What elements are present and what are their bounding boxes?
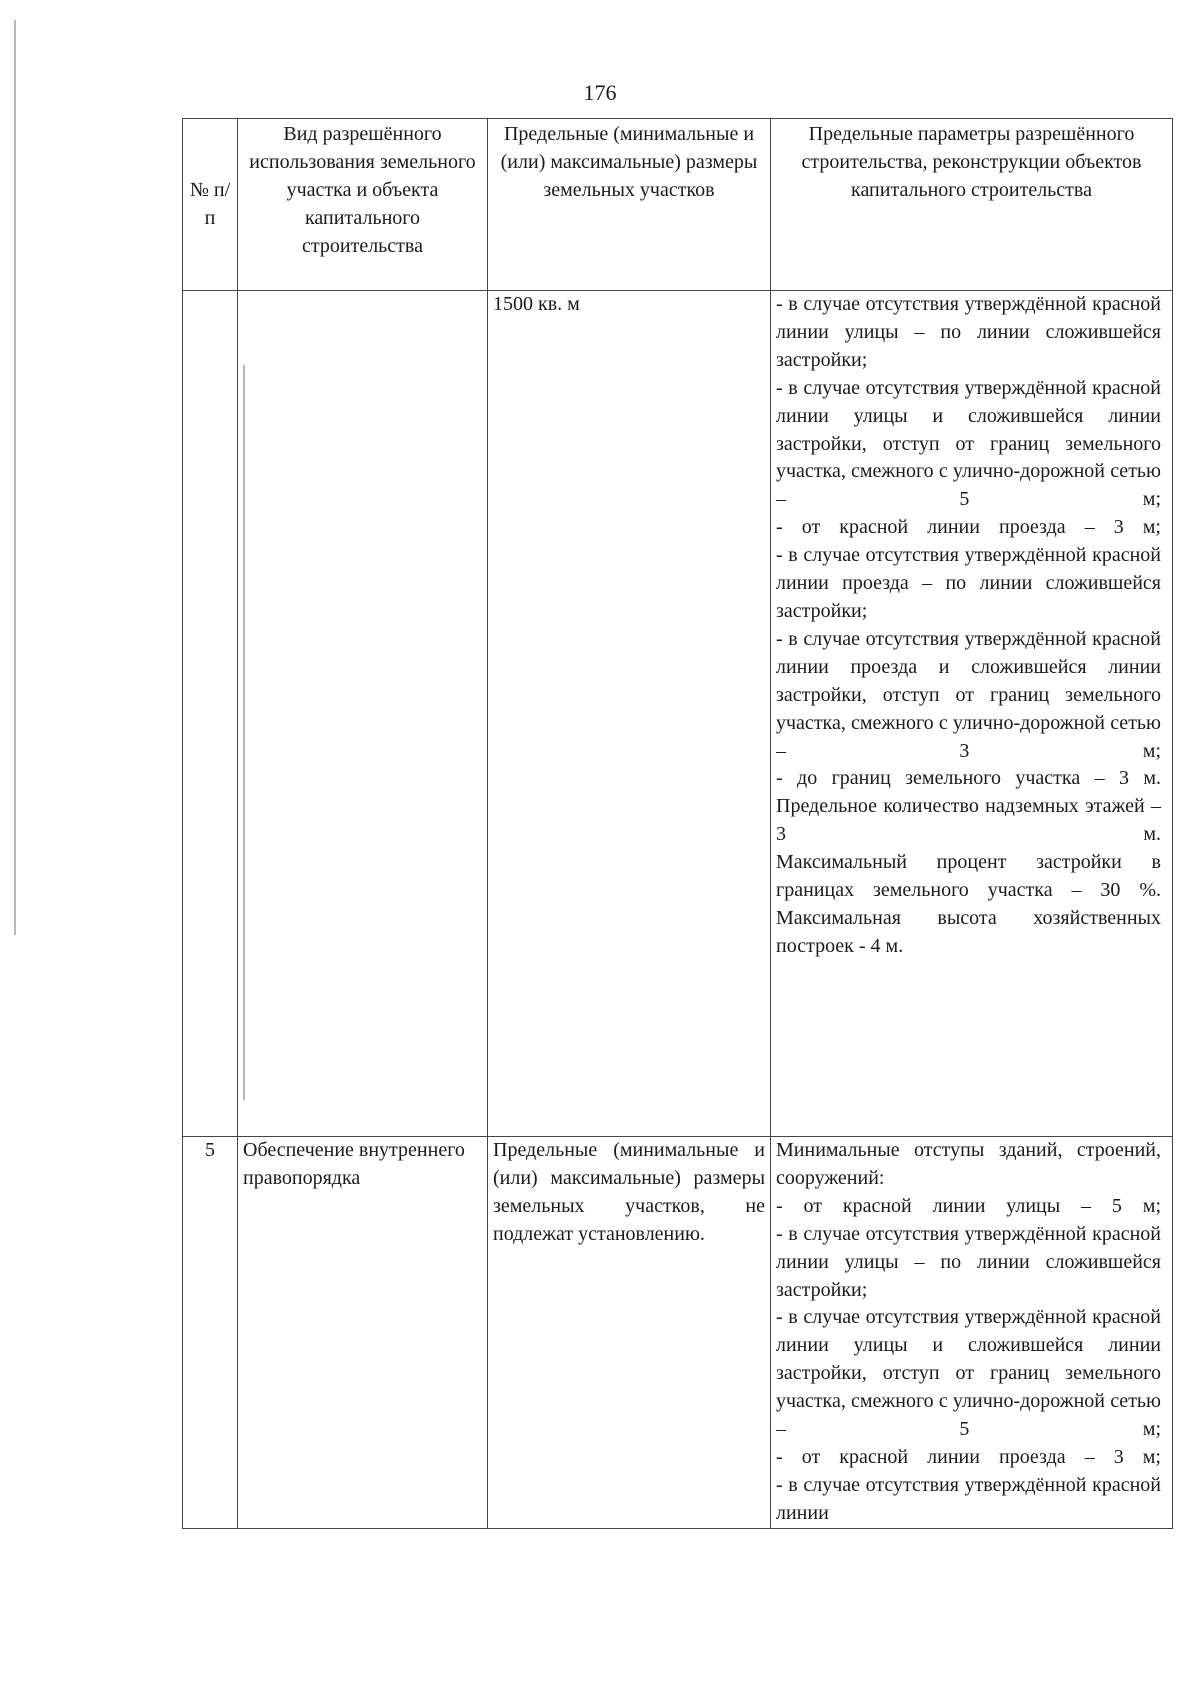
- param-line: - в случае отсутствия утверждённой красной линии улицы – по линии сложившейся застройки;: [776, 1222, 1161, 1301]
- plot-size-cell: 1500 кв. м: [488, 291, 771, 1137]
- land-use-parameters-table: [182, 118, 1173, 1529]
- header-build-params: Предельные параметры разрешённого строительства, реконструкции объектов капитального строительства: [771, 119, 1173, 291]
- plot-size-cell: Предельные (минимальные и (или) максимальные) размеры земельных участков, не подлежат установлению.: [488, 1137, 771, 1529]
- table-header-row: [183, 119, 1173, 291]
- param-line: Максимальный процент застройки в границах земельного участка – 30 %.: [776, 851, 1161, 902]
- param-line: - в случае отсутствия утверждённой красной линии: [776, 1473, 1161, 1524]
- build-params-cell: [771, 1137, 1173, 1529]
- param-line: Предельное количество надземных этажей – 3 м.: [776, 795, 1161, 846]
- param-line: - от красной линии улицы – 5 м;: [776, 1194, 1161, 1217]
- param-line: - в случае отсутствия утверждённой красной линии улицы и сложившейся линии застройки, отступ от границ земельного участка, смежного с улично-дорожной сетью – 5 м;: [776, 376, 1161, 511]
- row-number-cell: [183, 291, 238, 1137]
- param-line: - в случае отсутствия утверждённой красной линии улицы и сложившейся линии застройки, отступ от границ земельного участка, смежного с улично-дорожной сетью – 5 м;: [776, 1306, 1161, 1441]
- header-use-type: Вид разрешённого использования земельного участка и объекта капитального строительства: [238, 119, 488, 291]
- row-number-cell: 5: [183, 1137, 238, 1529]
- param-line: - от красной линии проезда – 3 м;: [776, 516, 1161, 539]
- param-line: - в случае отсутствия утверждённой красной линии проезда и сложившейся линии застройки, отступ от границ земельного участка, смежного с улично-дорожной сетью – 3 м;: [776, 627, 1161, 762]
- page-number: 176: [583, 80, 617, 105]
- param-line: Максимальная высота хозяйственных построек - 4 м.: [776, 906, 1161, 957]
- use-type-cell: Обеспечение внутреннего правопорядка: [238, 1137, 488, 1529]
- use-type-cell: [238, 291, 488, 1137]
- param-line: - в случае отсутствия утверждённой красной линии проезда – по линии сложившейся застройки;: [776, 544, 1161, 622]
- build-params-cell: [771, 291, 1173, 1137]
- header-plot-sizes: Предельные (минимальные и (или) максимальные) размеры земельных участков: [488, 119, 771, 291]
- scan-edge-line: [14, 20, 16, 935]
- param-line: - от красной линии проезда – 3 м;: [776, 1445, 1161, 1468]
- param-line: Минимальные отступы зданий, строений, сооружений:: [776, 1139, 1161, 1189]
- table-row: [183, 1137, 1173, 1529]
- param-line: - в случае отсутствия утверждённой красной линии улицы – по линии сложившейся застройки;: [776, 293, 1161, 371]
- table-row: [183, 291, 1173, 1137]
- param-line: - до границ земельного участка – 3 м.: [776, 767, 1161, 790]
- header-number: № п/п: [183, 119, 238, 291]
